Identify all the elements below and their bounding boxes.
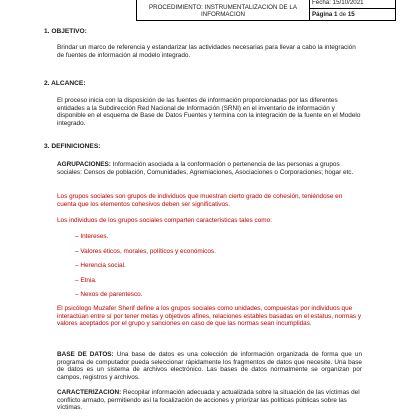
base-de-datos-term: BASE DE DATOS: xyxy=(57,351,114,358)
caracterizacion-term: CARACTERIZACION: xyxy=(57,389,122,396)
caracterizacion-text: Recopilar información adecuada y actualizada sobre la situación de las víctimas del conflicto armado, permitiendo así la focalización de acciones y priorizar las políticas públicas sobre las víctimas. xyxy=(57,389,360,412)
section-title-definiciones: 3. DEFINICIONES: xyxy=(44,143,101,150)
page-of: de xyxy=(339,11,347,18)
bullet-item: – Etnia. xyxy=(75,277,97,284)
agrupaciones-definition xyxy=(57,161,362,176)
date-label: Fecha: 15/10/2021 xyxy=(312,0,364,6)
bullet-item: – Intereses. xyxy=(75,233,109,240)
page-word: Página xyxy=(312,11,333,18)
section-title-alcance: 2. ALCANCE: xyxy=(44,80,86,87)
bullet-item: – Herencia social. xyxy=(75,262,126,269)
base-de-datos-definition xyxy=(57,351,362,381)
base-de-datos-text: Una base de datos es una colección de información organizada de forma que un programa de computador pueda seleccionar rápidamente los fragmentos de datos que necesite. Una base de datos es un sistema de archivos electrónico. Las bases de datos normalmente se organizan por campos, registros y archivos. xyxy=(57,351,363,381)
procedure-title xyxy=(137,0,310,20)
agrupaciones-text: Información asociada a la conformación o pertenencia de las personas a grupos sociales: Censos de población, Comunidades, Agremiaciones, Asociaciones o Corporaciones; hogar etc. xyxy=(57,161,354,176)
procedure-title-line2: INFORMACION xyxy=(201,10,245,18)
grupos-sociales-text: Los grupos sociales son grupos de individuos que muestran cierto grado de cohesión, teniéndose en cuenta que los elementos cohesivos deben ser significativos. xyxy=(57,193,343,208)
header-meta xyxy=(310,0,395,20)
section-title-objetivo: 1. OBJETIVO: xyxy=(44,28,87,35)
alcance-text: El proceso inicia con la disposición de las fuentes de información proporcionadas por las diferentes entidades a la Subdirección Red Nacional de Información (SRNI) en el inventario de información y disponible en el esquema de Base de Datos Fuentes y termina con la integración de la fuente en el Modelo integrado. xyxy=(57,97,361,127)
agrupaciones-term: AGRUPACIONES: xyxy=(57,161,111,168)
individuos-text: Los individuos de los grupos sociales comparten características tales como: xyxy=(57,217,272,224)
date-cell xyxy=(310,0,395,8)
page-total: 15 xyxy=(347,11,355,18)
bullet-item: – Nexos de parentesco. xyxy=(75,291,143,298)
objetivo-text: Brindar un marco de referencia y estandarizar las actividades necesarias para llevar a cabo la integración de fuentes de información al modelo integrado. xyxy=(57,44,356,59)
bullet-item: – Valores éticos, morales, políticos y económicos. xyxy=(75,248,216,255)
document-header xyxy=(136,0,396,21)
sherif-text: El psicólogo Muzafer Sherif define a los grupos sociales como unidades, compuestas por individuos que interactúan entre sí por tener metas y objetivos afines, relaciones estables basadas en el estatus, normas y valores aceptados por el grupo y sanciones en caso de que las normas sean incumplidas. xyxy=(57,305,362,328)
page-current: 1 xyxy=(334,11,338,18)
page-number-cell xyxy=(310,8,395,20)
caracterizacion-definition xyxy=(57,389,362,412)
procedure-title-line1: PROCEDIMIENTO: INSTRUMENTALIZACION DE LA xyxy=(149,4,297,11)
